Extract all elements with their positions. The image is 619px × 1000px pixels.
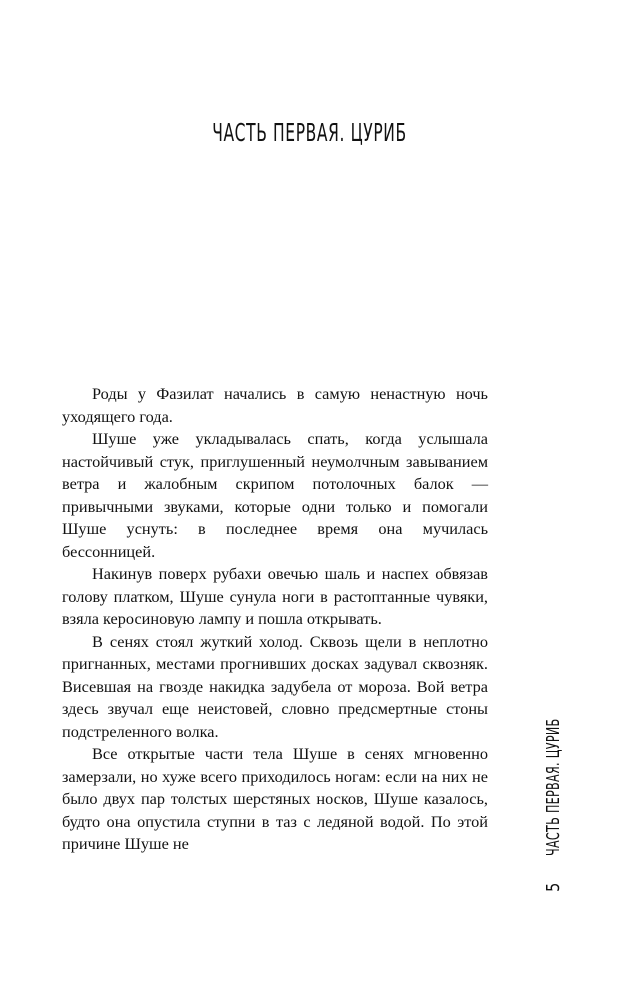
chapter-title: ЧАСТЬ ПЕРВАЯ. ЦУРИБ	[212, 118, 407, 147]
body-text	[62, 383, 488, 856]
paragraph: Роды у Фазилат начались в самую ненастную ночь уходящего года.	[62, 384, 488, 426]
paragraph: Все открытые части тела Шуше в сенях мгновенно замерзали, но хуже всего приходилось ногам: если на них не было двух пар толстых шерстяных носков, Шуше казалось, будто она опустила ступни в таз с ледяной водой. По этой причине Шуше не	[62, 744, 488, 853]
paragraph: Шуше уже укладывалась спать, когда услышала настойчивый стук, приглушенный неумолчным завыванием ветра и жалобным скрипом потолочных балок — привычными звуками, которые одни только и помогали Шуше уснуть: в последнее время она мучилась бессонницей.	[62, 429, 488, 561]
running-head-section: ЧАСТЬ ПЕРВАЯ. ЦУРИБ	[543, 718, 564, 856]
page-number: 5	[543, 882, 564, 892]
paragraph: Накинув поверх рубахи овечью шаль и наспех обвязав голову платком, Шуше сунула ноги в растоптанные чувяки, взяла керосиновую лампу и пошла открывать.	[62, 564, 488, 628]
paragraph: В сенях стоял жуткий холод. Сквозь щели в неплотно пригнанных, местами прогнивших досках задувал сквозняк. Висевшая на гвозде накидка задубела от мороза. Вой ветра здесь звучал еще неистовей, словно предсмертные стоны подстреленного волка.	[62, 631, 488, 741]
